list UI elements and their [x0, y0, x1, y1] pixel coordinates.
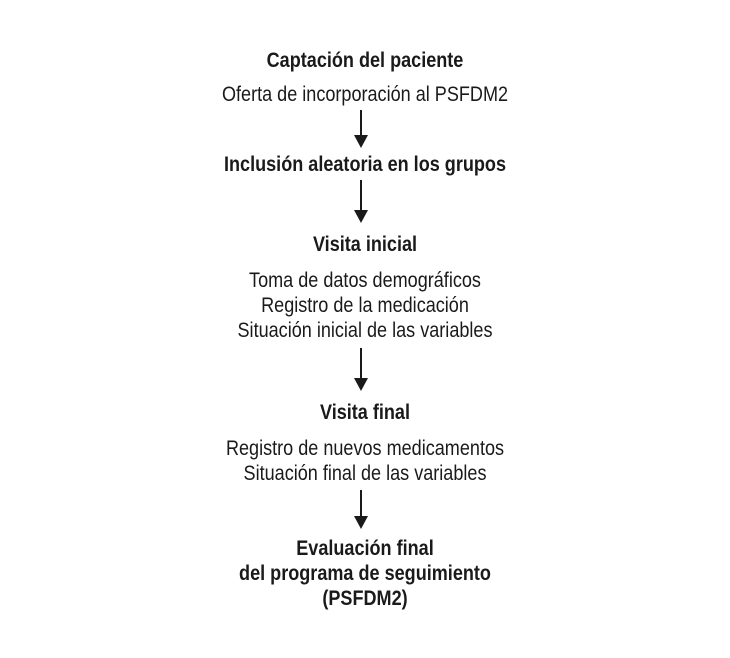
- visita-final-detail-2: Situación final de las variables: [243, 462, 487, 485]
- step-visita-final-title: Visita final: [319, 401, 411, 424]
- visita-inicial-detail-1: Toma de datos demográficos: [249, 269, 481, 292]
- arrow-2: [354, 180, 368, 223]
- step-evaluacion-title-3: (PSFDM2): [322, 587, 408, 610]
- step-evaluacion-title-1: Evaluación final: [296, 537, 434, 560]
- step-evaluacion-title-2: del programa de seguimiento: [239, 562, 491, 585]
- arrow-4: [354, 490, 368, 529]
- arrow-1: [354, 110, 368, 148]
- arrow-3: [354, 348, 368, 391]
- step-captacion-title: Captación del paciente: [266, 49, 464, 72]
- step-inclusion-title: Inclusión aleatoria en los grupos: [224, 153, 506, 176]
- step-captacion-detail: Oferta de incorporación al PSFDM2: [221, 83, 509, 106]
- visita-inicial-detail-2: Registro de la medicación: [261, 294, 469, 317]
- visita-final-detail-1: Registro de nuevos medicamentos: [225, 437, 505, 460]
- visita-inicial-detail-3: Situación inicial de las variables: [237, 319, 493, 342]
- step-visita-inicial-title: Visita inicial: [312, 233, 418, 256]
